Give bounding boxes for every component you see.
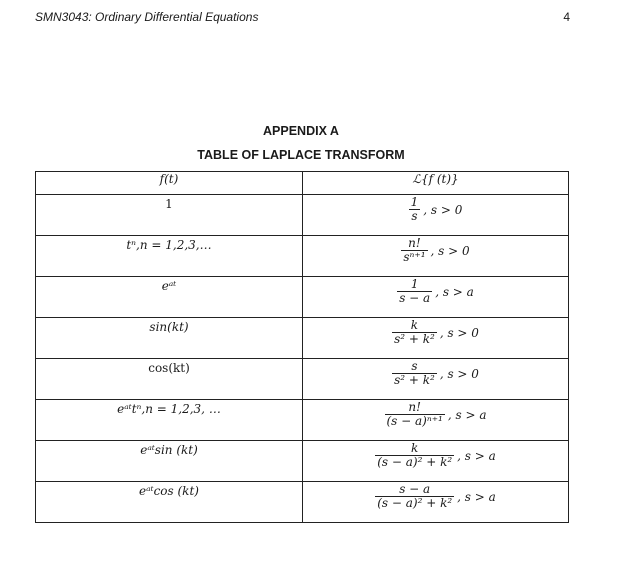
table-row bbox=[36, 482, 569, 523]
function-cell: eᵃᵗcos (kt) bbox=[36, 482, 303, 523]
transform-cell bbox=[303, 277, 569, 318]
numerator: n! bbox=[408, 236, 421, 250]
condition: , s > 0 bbox=[439, 366, 479, 381]
denominator: s² + k² bbox=[394, 373, 435, 388]
numerator: n! bbox=[408, 400, 421, 414]
numerator: 1 bbox=[410, 277, 419, 291]
table-row bbox=[36, 441, 569, 482]
condition: , s > 0 bbox=[423, 202, 463, 217]
condition: , s > a bbox=[447, 407, 487, 422]
numerator: 1 bbox=[410, 195, 419, 209]
condition: , s > 0 bbox=[439, 325, 479, 340]
column-header-transform: ℒ{f (t)} bbox=[303, 172, 569, 195]
denominator: (s − a)ⁿ⁺¹ bbox=[386, 414, 443, 429]
transform-cell bbox=[303, 318, 569, 359]
denominator: (s − a)² + k² bbox=[377, 496, 453, 511]
numerator: s bbox=[411, 359, 418, 373]
transform-cell bbox=[303, 236, 569, 277]
laplace-table bbox=[35, 171, 569, 523]
transform-cell bbox=[303, 482, 569, 523]
function-cell: sin(kt) bbox=[36, 318, 303, 359]
denominator: s bbox=[411, 209, 418, 224]
numerator: s − a bbox=[399, 482, 431, 496]
table-row bbox=[36, 195, 569, 236]
condition: , s > a bbox=[457, 448, 496, 463]
table-row bbox=[36, 359, 569, 400]
function-cell: cos(kt) bbox=[36, 359, 303, 400]
denominator: (s − a)² + k² bbox=[377, 455, 453, 470]
page-number: 4 bbox=[563, 10, 570, 24]
transform-cell bbox=[303, 359, 569, 400]
table-row bbox=[36, 400, 569, 441]
denominator: sⁿ⁺¹ bbox=[403, 250, 426, 265]
table-row bbox=[36, 318, 569, 359]
course-header: SMN3043: Ordinary Differential Equations bbox=[35, 10, 259, 24]
appendix-title: APPENDIX A bbox=[263, 124, 339, 138]
function-cell: eᵃᵗsin (kt) bbox=[36, 441, 303, 482]
table-row bbox=[36, 277, 569, 318]
function-cell: eᵃᵗ bbox=[36, 277, 303, 318]
transform-cell bbox=[303, 441, 569, 482]
transform-cell bbox=[303, 195, 569, 236]
column-header-function: f(t) bbox=[36, 172, 303, 195]
condition: , s > a bbox=[457, 489, 496, 504]
table-title: TABLE OF LAPLACE TRANSFORM bbox=[197, 148, 405, 162]
table-header-row bbox=[36, 172, 569, 195]
condition: , s > 0 bbox=[430, 243, 470, 258]
function-cell: eᵃᵗtⁿ,n = 1,2,3, … bbox=[36, 400, 303, 441]
transform-cell bbox=[303, 400, 569, 441]
numerator: k bbox=[411, 441, 419, 455]
function-cell: 1 bbox=[36, 195, 303, 236]
denominator: s − a bbox=[399, 291, 431, 306]
numerator: k bbox=[410, 318, 419, 332]
denominator: s² + k² bbox=[394, 332, 435, 347]
function-cell: tⁿ,n = 1,2,3,… bbox=[36, 236, 303, 277]
condition: , s > a bbox=[435, 284, 474, 299]
table-row bbox=[36, 236, 569, 277]
